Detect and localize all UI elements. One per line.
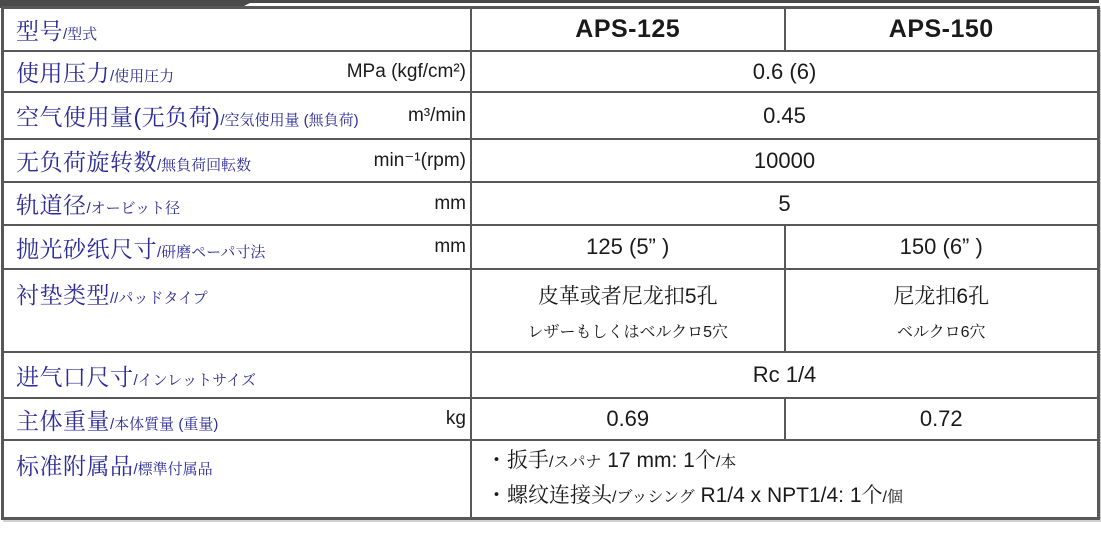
spec-row-air-consumption	[4, 93, 1097, 140]
row-label	[16, 403, 446, 436]
pad-type-value-aps125	[472, 270, 786, 351]
model-label-cell	[4, 9, 472, 50]
weight-label-cell	[4, 399, 472, 439]
pad-type-jp: レザーもしくはベルクロ5穴	[527, 323, 729, 341]
accessory-item-bushing	[486, 479, 903, 514]
orbit-diameter-label-cell	[4, 183, 472, 224]
row-label-cn: 使用压力	[16, 60, 110, 86]
unit-label: kg	[445, 408, 466, 429]
row-label-jp: /標準付属品	[133, 461, 213, 478]
pad-type-cn: 尼龙扣6孔	[893, 284, 990, 308]
unit-label: mm	[434, 236, 466, 257]
row-label	[16, 448, 470, 481]
weight-value-aps150: 0.72	[919, 406, 963, 431]
weight-value-aps125: 0.69	[472, 399, 786, 439]
spec-row-paper-size	[4, 226, 1097, 270]
inlet-size-label-cell	[4, 353, 472, 397]
row-label-jp: /空気使用量 (無負荷)	[220, 112, 359, 129]
pressure-label-cell	[4, 52, 472, 91]
unit-label: mm	[434, 192, 466, 214]
spec-row-no-load-speed	[4, 140, 1097, 183]
acc-jp-count: /本	[715, 454, 737, 471]
unit-label: m³/min	[407, 104, 466, 126]
unit-label: MPa (kgf/cm²)	[346, 60, 466, 82]
pad-type-cn: 皮革或者尼龙扣5孔	[537, 284, 718, 308]
pad-type-label-cell	[4, 270, 472, 351]
paper-size-value-aps125: 125 (5” )	[472, 226, 786, 268]
spec-row-accessories	[4, 441, 1097, 517]
spec-row-model	[4, 9, 1097, 52]
spec-row-inlet-size	[4, 353, 1097, 399]
row-label	[16, 231, 434, 264]
unit-label: min⁻¹(rpm)	[373, 150, 466, 171]
no-load-speed-label-cell	[4, 140, 472, 181]
row-label-cn: 无负荷旋转数	[16, 149, 157, 175]
model-name-aps125: APS-125	[472, 9, 786, 50]
row-label-jp: //パッドタイプ	[110, 290, 208, 307]
accessories-value	[472, 441, 1097, 517]
spec-row-pressure	[4, 52, 1097, 93]
paper-size-label-cell	[4, 226, 472, 268]
air-consumption-label-cell	[4, 93, 472, 138]
acc-spec: 17 mm: 1个	[601, 449, 716, 472]
row-label-cn: 轨道径	[16, 192, 87, 218]
row-label	[16, 187, 434, 220]
row-label-jp: /インレットサイズ	[133, 371, 256, 389]
row-label-jp: /型式	[63, 26, 98, 43]
row-label	[16, 99, 408, 132]
pad-type-jp: ベルクロ6穴	[896, 323, 986, 341]
acc-jp: /ブッシング	[612, 489, 695, 506]
pressure-value: 0.6 (6)	[752, 58, 817, 84]
inlet-size-value: Rc 1/4	[752, 362, 817, 387]
paper-size-value-aps150: 150 (6” )	[899, 234, 983, 259]
spec-row-pad-type	[4, 270, 1097, 353]
row-label-cn: 衬垫类型	[16, 282, 110, 308]
acc-jp: /スパナ	[549, 454, 602, 471]
row-label-cn: 进气口尺寸	[16, 363, 134, 390]
row-label-jp: /研磨ペーパ寸法	[157, 243, 266, 261]
acc-spec: R1/4 x NPT1/4: 1个	[694, 484, 883, 507]
acc-cn: ・扳手	[486, 449, 549, 472]
row-label-jp: /本体質量 (重量)	[110, 415, 219, 433]
acc-jp-count: /個	[882, 489, 903, 506]
row-label	[16, 55, 347, 88]
row-label-cn: 主体重量	[16, 407, 110, 434]
row-label-cn: 抛光砂纸尺寸	[16, 235, 157, 262]
spec-row-weight	[4, 399, 1097, 441]
row-label-jp: /使用圧力	[110, 68, 175, 85]
model-name-aps150: APS-150	[888, 15, 994, 43]
row-label	[16, 144, 374, 177]
row-label-cn: 型号	[16, 18, 63, 44]
spec-row-orbit-diameter	[4, 183, 1097, 226]
row-label	[16, 13, 470, 46]
acc-cn: ・螺纹连接头	[486, 484, 612, 507]
row-label	[16, 359, 470, 392]
accessories-label-cell	[4, 441, 472, 517]
row-label-jp: /無負荷回転数	[157, 157, 252, 174]
pad-type-value-aps150	[786, 270, 1098, 351]
accessory-item-wrench	[486, 444, 736, 479]
row-label-cn: 空气使用量(无负荷)	[16, 104, 221, 130]
orbit-diameter-value: 5	[778, 190, 791, 216]
specification-table	[1, 6, 1100, 520]
air-consumption-value: 0.45	[763, 102, 806, 128]
row-label	[16, 277, 470, 310]
row-label-cn: 标准附属品	[16, 453, 134, 479]
row-label-jp: /オービット径	[86, 200, 181, 217]
no-load-speed-value: 10000	[753, 147, 816, 173]
